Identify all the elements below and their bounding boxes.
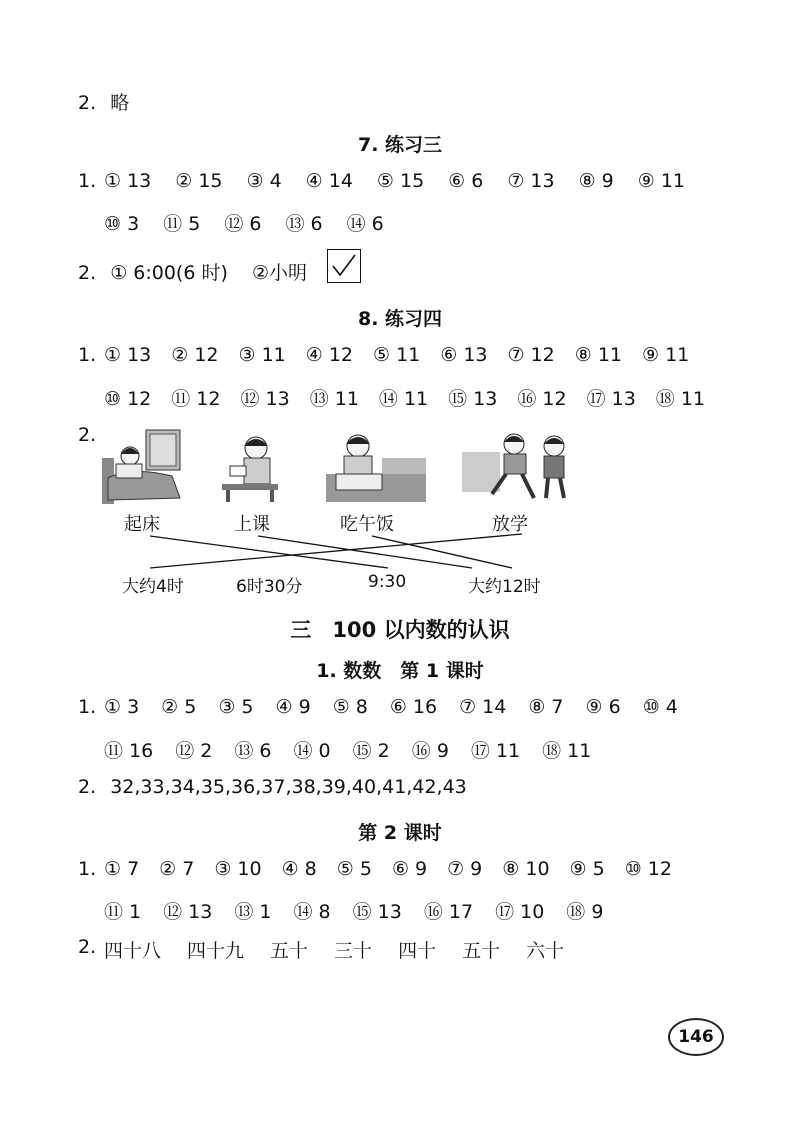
answer-item: ② 5 <box>161 696 197 718</box>
answer-item: ⑨ 11 <box>637 170 686 192</box>
answer-item: ⑭ 8 <box>293 901 331 923</box>
page-number: 146 <box>668 1018 724 1056</box>
activity-label: 吃午饭 <box>340 514 394 535</box>
answer-item: ⑮ 2 <box>352 740 390 762</box>
answer-row <box>78 696 96 718</box>
answer-item: ④ 14 <box>305 170 353 192</box>
answer-item: ① 13 <box>104 344 152 366</box>
answer-row <box>78 858 96 880</box>
question-number: 1. <box>78 696 97 718</box>
answer-item: ② 12 <box>171 344 219 366</box>
time-label: 大约4时 <box>122 577 184 597</box>
question-number: 1. <box>78 344 97 366</box>
question-number: 1. <box>78 170 97 192</box>
answer-item: ⑪ 5 <box>163 213 201 235</box>
answer-item: ⑭ 6 <box>346 213 384 235</box>
answer-item: 五十 <box>462 940 501 962</box>
answer-item: ① 7 <box>104 858 140 880</box>
answer-item: ⑯ 17 <box>423 901 474 923</box>
answer-item: ⑫ 6 <box>224 213 262 235</box>
answer-items <box>104 936 564 963</box>
answer-item: 三十 <box>334 940 373 962</box>
lesson-title: 1. 数数 第 1 课时 <box>316 660 484 682</box>
answer-item: ② 15 <box>175 170 223 192</box>
answer-item: ⑰ 11 <box>470 740 521 762</box>
answer-item: 六十 <box>526 940 565 962</box>
answer-item: ⑦ 12 <box>507 344 555 366</box>
answer-item: ⑪ 16 <box>104 740 154 762</box>
answer-item: ⑮ 13 <box>352 901 402 923</box>
answer-items <box>104 736 591 763</box>
answer-text: 略 <box>110 92 130 114</box>
answer-item: ③ 4 <box>246 170 282 192</box>
answer-text: ②小明 <box>251 262 307 284</box>
answer-item: ⑥ 9 <box>391 858 428 880</box>
answer-item: ⑨ 6 <box>585 696 621 718</box>
answer-item: ⑩ 12 <box>624 858 672 880</box>
answer-item: ⑥ 13 <box>440 344 488 366</box>
activity-label: 放学 <box>492 514 528 535</box>
answer-item: ④ 12 <box>305 344 353 366</box>
match-line <box>150 534 522 568</box>
answer-text: ① 6:00(6 时) <box>110 262 228 284</box>
answer-item: ⑦ 13 <box>507 170 555 192</box>
answer-item: ① 13 <box>104 170 152 192</box>
answer-item: ⑥ 16 <box>389 696 438 718</box>
answer-item: ⑭ 0 <box>293 740 331 762</box>
answer-item: ⑤ 11 <box>373 344 421 366</box>
section-title: 8. 练习四 <box>357 308 443 330</box>
answer-item: ⑰ 13 <box>586 388 636 410</box>
answer-items <box>104 897 603 924</box>
answer-item: ⑪ 12 <box>171 388 221 410</box>
answer-item: ⑰ 10 <box>495 901 545 923</box>
answer-item: ① 3 <box>104 696 140 718</box>
answer-item: ⑧ 11 <box>574 344 622 366</box>
answer-items <box>104 858 672 880</box>
answer-item: ④ 9 <box>275 696 311 718</box>
question-number: 2. <box>78 92 97 114</box>
answer-item: ④ 8 <box>281 858 317 880</box>
time-label: 6时30分 <box>236 577 303 597</box>
answer-item: ⑥ 6 <box>448 170 484 192</box>
chapter-title: 三 100 以内数的认识 <box>290 618 510 642</box>
answer-item: ⑩ 12 <box>104 388 152 410</box>
answer-item: ⑬ 1 <box>234 901 272 923</box>
answer-item: ⑦ 9 <box>447 858 483 880</box>
answer-item: ⑫ 13 <box>163 901 213 923</box>
answer-item: ⑤ 8 <box>332 696 368 718</box>
answer-row <box>78 776 467 798</box>
answer-item: ⑱ 11 <box>655 388 705 410</box>
activity-label: 上课 <box>234 514 270 535</box>
answer-item: 四十 <box>398 940 437 962</box>
match-line <box>150 536 388 568</box>
answer-item: ⑭ 11 <box>378 388 429 410</box>
answer-text: 32,33,34,35,36,37,38,39,40,41,42,43 <box>110 776 467 798</box>
answer-item: ③ 11 <box>238 344 286 366</box>
answer-item: ⑱ 11 <box>542 740 592 762</box>
answer-item: ⑤ 15 <box>376 170 425 192</box>
answer-item: 四十九 <box>187 940 245 962</box>
answer-item: ⑱ 9 <box>566 901 604 923</box>
answer-item: ⑪ 1 <box>104 901 142 923</box>
answer-item: ⑩ 3 <box>104 213 140 235</box>
answer-item: ⑬ 6 <box>285 213 323 235</box>
time-label: 大约12时 <box>468 577 541 597</box>
question-number: 2. <box>78 936 97 958</box>
answer-items <box>104 696 678 718</box>
question-number: 2. <box>78 776 97 798</box>
answer-item: ⑧ 9 <box>578 170 614 192</box>
question-number: 2. <box>78 262 97 284</box>
answer-item: ⑫ 2 <box>175 740 213 762</box>
lesson-title: 第 2 课时 <box>358 822 442 844</box>
question-number: 1. <box>78 858 97 880</box>
answer-item: ⑨ 11 <box>642 344 690 366</box>
question-number: 2. <box>78 424 97 446</box>
answer-item: ⑧ 7 <box>528 696 564 718</box>
answer-item: ⑨ 5 <box>569 858 605 880</box>
answer-item: 五十 <box>270 940 309 962</box>
answer-item: ② 7 <box>159 858 195 880</box>
answer-item: ⑧ 10 <box>502 858 550 880</box>
answer-row <box>78 936 96 958</box>
answer-item: ⑯ 12 <box>517 388 567 410</box>
answer-item: ⑫ 13 <box>240 388 290 410</box>
activity-label: 起床 <box>124 514 160 535</box>
answer-item: ③ 10 <box>214 858 262 880</box>
section-title: 7. 练习三 <box>357 134 443 156</box>
answer-item: ⑩ 4 <box>642 696 678 718</box>
answer-item: ⑮ 13 <box>448 388 498 410</box>
answer-item: ⑦ 14 <box>459 696 507 718</box>
answer-item: ⑯ 9 <box>411 740 449 762</box>
answer-item: ⑬ 11 <box>309 388 359 410</box>
answer-item: ③ 5 <box>218 696 254 718</box>
answer-item: ⑬ 6 <box>234 740 272 762</box>
answer-item: 四十八 <box>104 940 162 962</box>
time-label: 9:30 <box>368 572 407 592</box>
answer-item: ⑤ 5 <box>336 858 372 880</box>
